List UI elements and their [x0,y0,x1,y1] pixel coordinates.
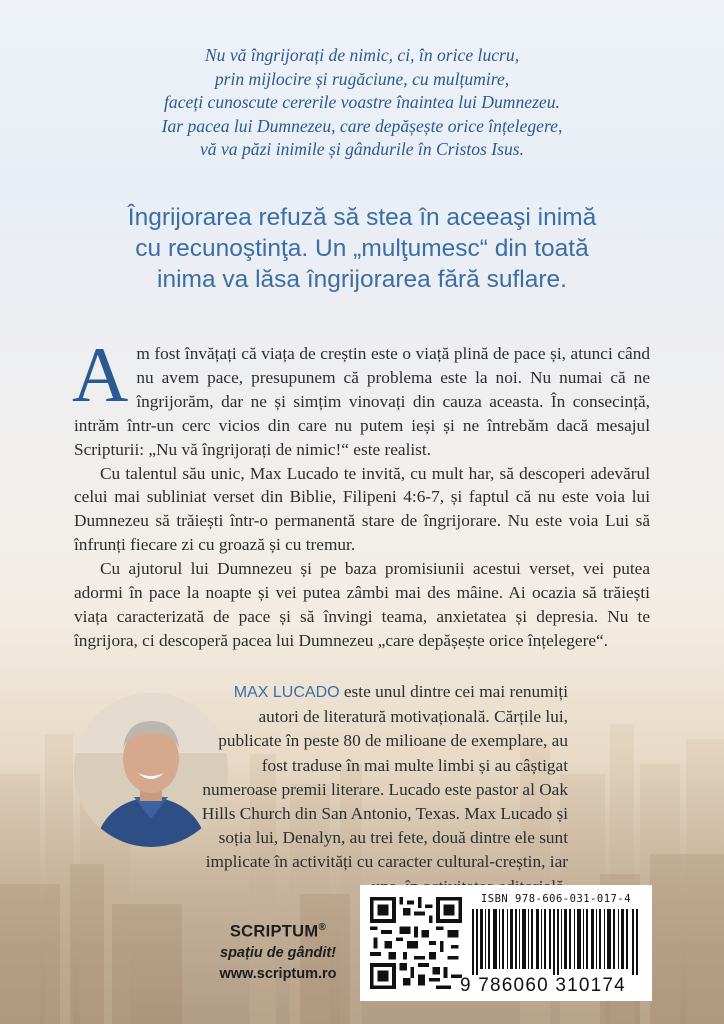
pull-quote-line: inima va lăsa îngrijorarea fără suflare. [157,266,567,293]
pull-quote [40,202,684,295]
pull-quote-line: cu recunoştinţa. Un „mulţumesc“ din toată [135,235,589,262]
paragraph-3: Cu ajutorul lui Dumnezeu și pe baza promisiunii acestui verset, vei putea adormi în pace la noapte și vei putea zâmbi mai des mâine. Ai ocazia să trăiești viața caracterizată de pace și să învingi teama, anxietatea și depresia. Nu te îngrijora, ci descoperă pacea lui Dumnezeu „care depășește orice înțelegere“. [74,559,650,650]
paragraph-1-text: m fost învățați că viața de creștin este o viață plină de pace și, atunci când nu avem pace, presupunem că problema este la noi. Nu numai că ne îngrijorăm, dar ne și simțim vinovați din cauza aceasta. În consecință, intrăm într-un cerc vicios din care nu putem ieși și ne întrebăm dacă mesajul Scripturii: „Nu vă îngrijorați de nimic!“ este realist. [74,344,650,459]
isbn-box [360,885,652,1001]
qr-code-icon[interactable] [370,897,462,989]
publisher-name [198,922,358,942]
paragraph-2: Cu talentul său unic, Max Lucado te invită, cu mult har, să descoperi adevărul celui mai subliniat verset din Biblie, Filipeni 4:6-7, și faptul că nu este voia lui Dumnezeu să trăiești într-o permanentă stare de îngrijorare. Nu este voia Lui să înfrunți fiecare zi cu groază și cu tremur. [74,463,650,555]
author-name: MAX LUCADO [233,684,340,701]
ean-digits: 9 786060 310174 [460,975,626,996]
publisher-url[interactable]: www.scriptum.ro [219,965,337,982]
verse-line: prin mijlocire și rugăciune, cu mulțumire, [214,68,510,89]
barcode-icon [470,909,642,975]
verse-line: vă va păzi inimile și gândurile în Cristos Isus. [199,139,525,159]
author-bio [198,680,568,899]
registered-mark: ® [318,922,327,933]
pull-quote-line: Îngrijorarea refuză să stea în aceeaşi inimă [127,204,597,231]
paragraph-1 [72,331,650,462]
publisher-name-text: SCRIPTUM [229,922,319,941]
isbn-label: ISBN 978-606-031-017-4 [480,893,632,905]
book-description [72,331,650,653]
publisher-tagline: spațiu de gândit! [220,944,336,961]
bible-verse [40,44,684,162]
verse-line: Iar pacea lui Dumnezeu, care depășește orice înțelegere, [161,115,563,136]
author-bio-text: este unul dintre cei mai renumiți autori de literatură motivațională. Cărțile lui, publicate în peste 80 de milioane de exemplare, au fost traduse în mai multe limbi și au câștigat numeroase premii literare. Lucado este pastor al Oak Hills Church din San Antonio, Texas. Max Lucado și soția lui, Denalyn, au trei fete, două dintre ele sunt implicate în activități cu caracter cultural-creștin, iar [201,682,568,872]
publisher-block [198,922,358,982]
verse-line: Nu vă îngrijorați de nimic, ci, în orice lucru, [204,45,520,65]
drop-cap: A [72,331,129,418]
verse-line: faceți cunoscute cererile voastre înaintea lui Dumnezeu. [164,92,560,112]
